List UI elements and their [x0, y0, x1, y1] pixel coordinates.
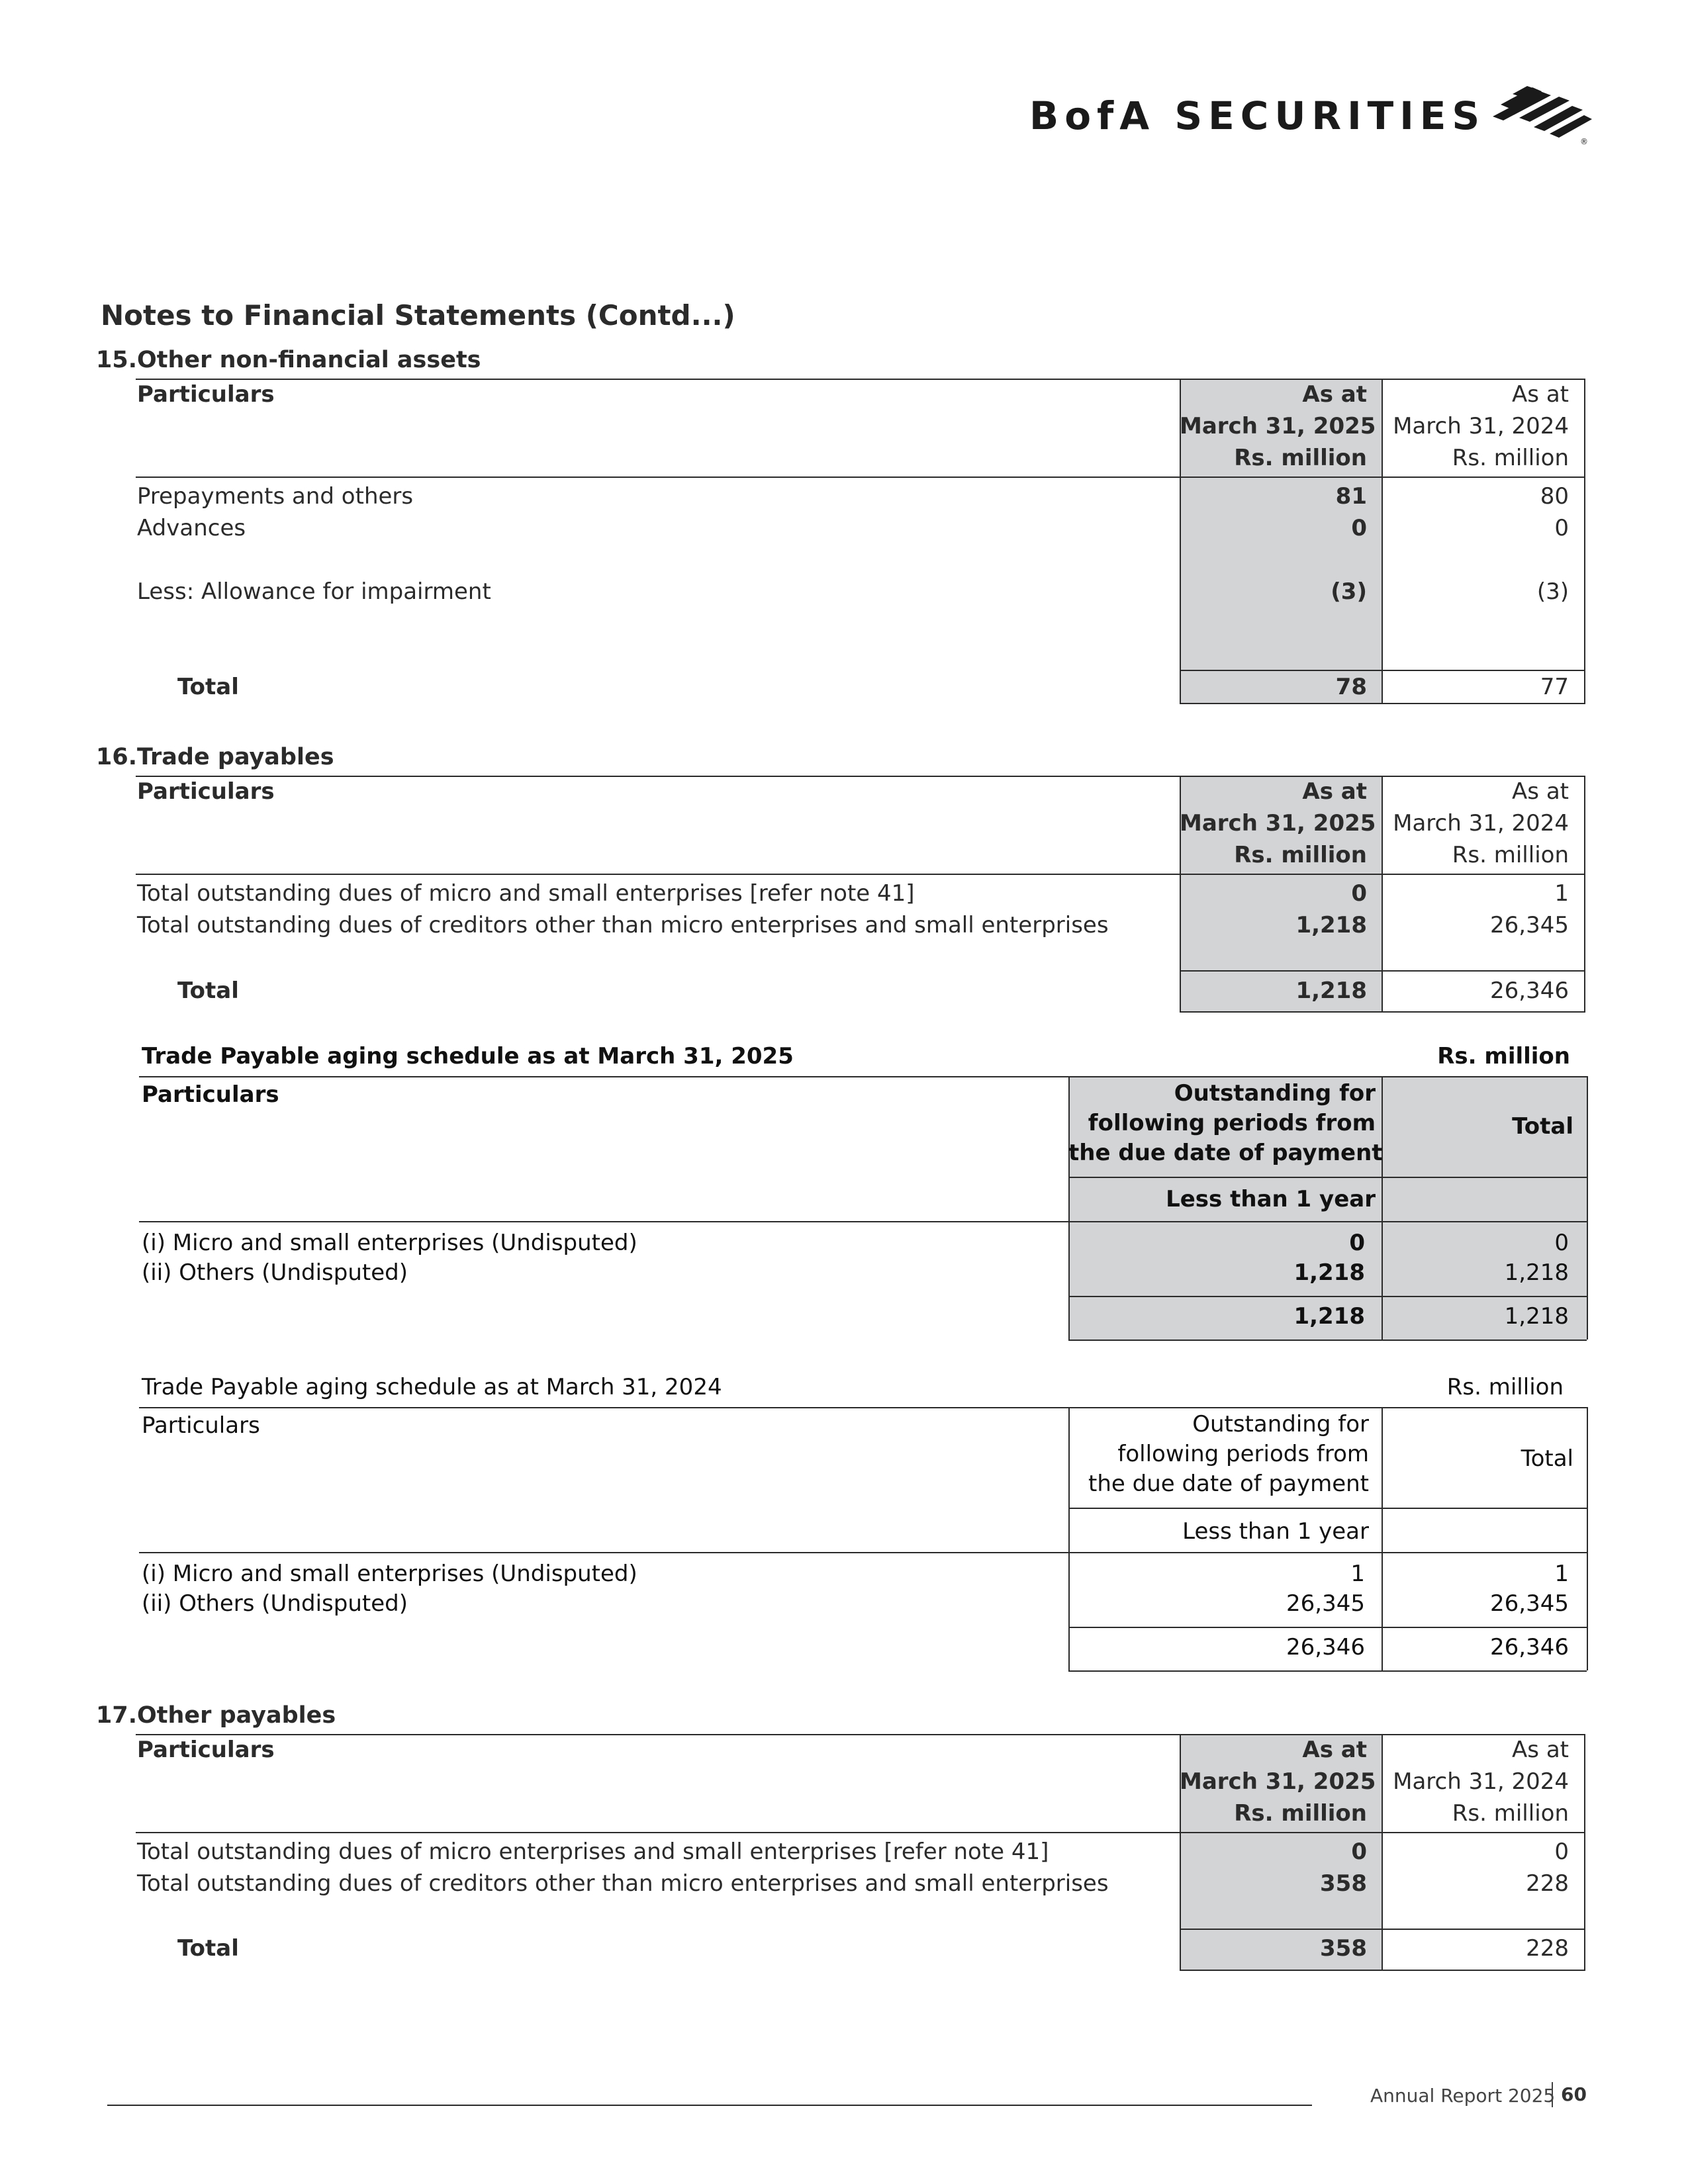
note16-top-rule	[136, 776, 1585, 777]
aging2024-total-value: 26,346	[1286, 1634, 1365, 1661]
note17-total-2024: 228	[1526, 1935, 1569, 1962]
note15-row-label: Advances	[137, 515, 246, 541]
note15-row-label: Less: Allowance for impairment	[137, 578, 491, 605]
note17-col-particulars: Particulars	[137, 1737, 275, 1763]
aging2024-vline-right	[1587, 1407, 1588, 1670]
aging2025-vline-right	[1587, 1076, 1588, 1340]
aging2024-unit: Rs. million	[1446, 1374, 1564, 1400]
note15-vline-right	[1584, 379, 1585, 703]
note17-total-label: Total	[177, 1935, 239, 1962]
note16-col1-header: As at March 31, 2025 Rs. million	[1180, 778, 1376, 868]
note17-total-rule	[1180, 1929, 1585, 1930]
note15-number: 15.	[96, 347, 138, 373]
note16-total-label: Total	[177, 978, 239, 1004]
note16-row-value-2025: 0	[1351, 880, 1367, 907]
note15-col2-header: As at March 31, 2024 Rs. million	[1393, 381, 1569, 471]
aging2025-total-rule	[1068, 1296, 1587, 1297]
note17-row-label: Total outstanding dues of micro enterprises and small enterprises [refer note 41]	[137, 1839, 1049, 1865]
footer-rule	[107, 2105, 1312, 2106]
note17-total-2025: 358	[1320, 1935, 1367, 1962]
note16-row-value-2025: 1,218	[1295, 912, 1367, 938]
note15-row-label: Prepayments and others	[137, 483, 414, 510]
note17-row-label: Total outstanding dues of creditors other than micro enterprises and small enterprises	[137, 1870, 1109, 1897]
aging2024-total-rule	[1068, 1627, 1587, 1628]
note15-total-2024: 77	[1540, 674, 1569, 700]
note15-row-value-2024: (3)	[1536, 578, 1569, 605]
note16-number: 16.	[96, 744, 138, 770]
aging2025-row-label: (ii) Others (Undisputed)	[142, 1259, 408, 1286]
aging2025-total-total: 1,218	[1504, 1303, 1569, 1330]
aging2024-bottom-rule	[1068, 1670, 1587, 1672]
logo-text: BofA SECURITIES	[1029, 93, 1486, 138]
note15-header-rule	[136, 477, 1585, 478]
aging2025-subheader: Less than 1 year	[1166, 1186, 1376, 1212]
aging2025-col-particulars: Particulars	[142, 1081, 279, 1108]
aging2024-row-value: 26,345	[1286, 1590, 1365, 1617]
aging2024-header-rule	[139, 1552, 1587, 1553]
note15-title: Other non-financial assets	[137, 347, 481, 373]
note15-row-value-2025: 81	[1335, 483, 1367, 510]
page-heading: Notes to Financial Statements (Contd...)	[101, 299, 735, 332]
note15-col-particulars: Particulars	[137, 381, 275, 408]
note16-row-label: Total outstanding dues of micro and small enterprises [refer note 41]	[137, 880, 915, 907]
note17-top-rule	[136, 1734, 1585, 1735]
aging2024-subheader-rule	[1068, 1508, 1587, 1509]
note17-col1-header: As at March 31, 2025 Rs. million	[1180, 1737, 1376, 1827]
aging2024-subheader: Less than 1 year	[1182, 1518, 1369, 1545]
aging2024-top-rule	[139, 1407, 1587, 1408]
aging2025-row-label: (i) Micro and small enterprises (Undisputed)	[142, 1230, 637, 1256]
aging2025-row-total: 0	[1554, 1230, 1569, 1256]
note16-title: Trade payables	[137, 744, 334, 770]
note15-row-value-2024: 80	[1540, 483, 1569, 510]
note16-total-rule	[1180, 970, 1585, 972]
aging2024-col-total: Total	[1521, 1445, 1573, 1472]
aging2025-col-total: Total	[1512, 1113, 1573, 1140]
aging2025-col-outstanding: Outstanding for following periods from the due date of payment	[1068, 1080, 1383, 1166]
footer-separator	[1552, 2082, 1553, 2107]
note15-row-value-2025: (3)	[1331, 578, 1367, 605]
note15-total-2025: 78	[1335, 674, 1367, 700]
note17-row-value-2025: 358	[1320, 1870, 1367, 1897]
note17-header-rule	[136, 1832, 1585, 1833]
aging2024-row-total: 1	[1554, 1561, 1569, 1587]
aging2025-subheader-rule	[1068, 1177, 1587, 1178]
note16-header-rule	[136, 874, 1585, 875]
note17-row-value-2025: 0	[1351, 1839, 1367, 1865]
note17-vline-right	[1584, 1734, 1585, 1970]
bofa-flag-icon	[1466, 74, 1599, 147]
aging2025-header-rule	[139, 1221, 1587, 1222]
aging2024-title: Trade Payable aging schedule as at March 31, 2024	[142, 1374, 722, 1400]
note16-total-2025: 1,218	[1295, 978, 1367, 1004]
aging2025-title: Trade Payable aging schedule as at March 31, 2025	[142, 1043, 794, 1069]
aging2025-total-value: 1,218	[1293, 1303, 1365, 1330]
note16-col2-header: As at March 31, 2024 Rs. million	[1393, 778, 1569, 868]
note16-row-value-2024: 26,345	[1490, 912, 1569, 938]
note15-total-label: Total	[177, 674, 239, 700]
aging2025-row-value: 1,218	[1293, 1259, 1365, 1286]
bofa-logo	[1029, 93, 1588, 146]
note17-bottom-rule	[1180, 1970, 1585, 1971]
note17-col2-header: As at March 31, 2024 Rs. million	[1393, 1737, 1569, 1827]
aging2024-row-label: (ii) Others (Undisputed)	[142, 1590, 408, 1617]
note16-bottom-rule	[1180, 1011, 1585, 1013]
aging2025-unit: Rs. million	[1437, 1043, 1570, 1069]
svg-text:®: ®	[1580, 137, 1588, 146]
note15-row-value-2025: 0	[1351, 515, 1367, 541]
note17-title: Other payables	[137, 1702, 336, 1729]
note15-row-value-2024: 0	[1554, 515, 1569, 541]
note16-row-label: Total outstanding dues of creditors other than micro enterprises and small enterprises	[137, 912, 1109, 938]
aging2024-col-particulars: Particulars	[142, 1412, 260, 1439]
note16-total-2024: 26,346	[1490, 978, 1569, 1004]
note15-top-rule	[136, 379, 1585, 380]
note17-row-value-2024: 0	[1554, 1839, 1569, 1865]
note16-vline-right	[1584, 776, 1585, 1011]
aging2024-total-total: 26,346	[1490, 1634, 1569, 1661]
aging2024-row-label: (i) Micro and small enterprises (Undisputed)	[142, 1561, 637, 1587]
aging2025-row-value: 0	[1349, 1230, 1365, 1256]
note17-number: 17.	[96, 1702, 138, 1729]
aging2025-top-rule	[139, 1076, 1587, 1077]
note16-col-particulars: Particulars	[137, 778, 275, 805]
note16-row-value-2024: 1	[1554, 880, 1569, 907]
page-number: 60	[1561, 2083, 1587, 2105]
aging2024-col-outstanding: Outstanding for following periods from the due date of payment	[1088, 1411, 1369, 1497]
aging2025-bottom-rule	[1068, 1340, 1587, 1341]
note17-row-value-2024: 228	[1526, 1870, 1569, 1897]
aging2024-row-value: 1	[1350, 1561, 1365, 1587]
note15-col1-header: As at March 31, 2025 Rs. million	[1180, 381, 1376, 471]
aging2025-row-total: 1,218	[1504, 1259, 1569, 1286]
note15-bottom-rule	[1180, 703, 1585, 704]
aging2024-row-total: 26,345	[1490, 1590, 1569, 1617]
footer-report-name: Annual Report 2025	[1370, 2085, 1556, 2107]
